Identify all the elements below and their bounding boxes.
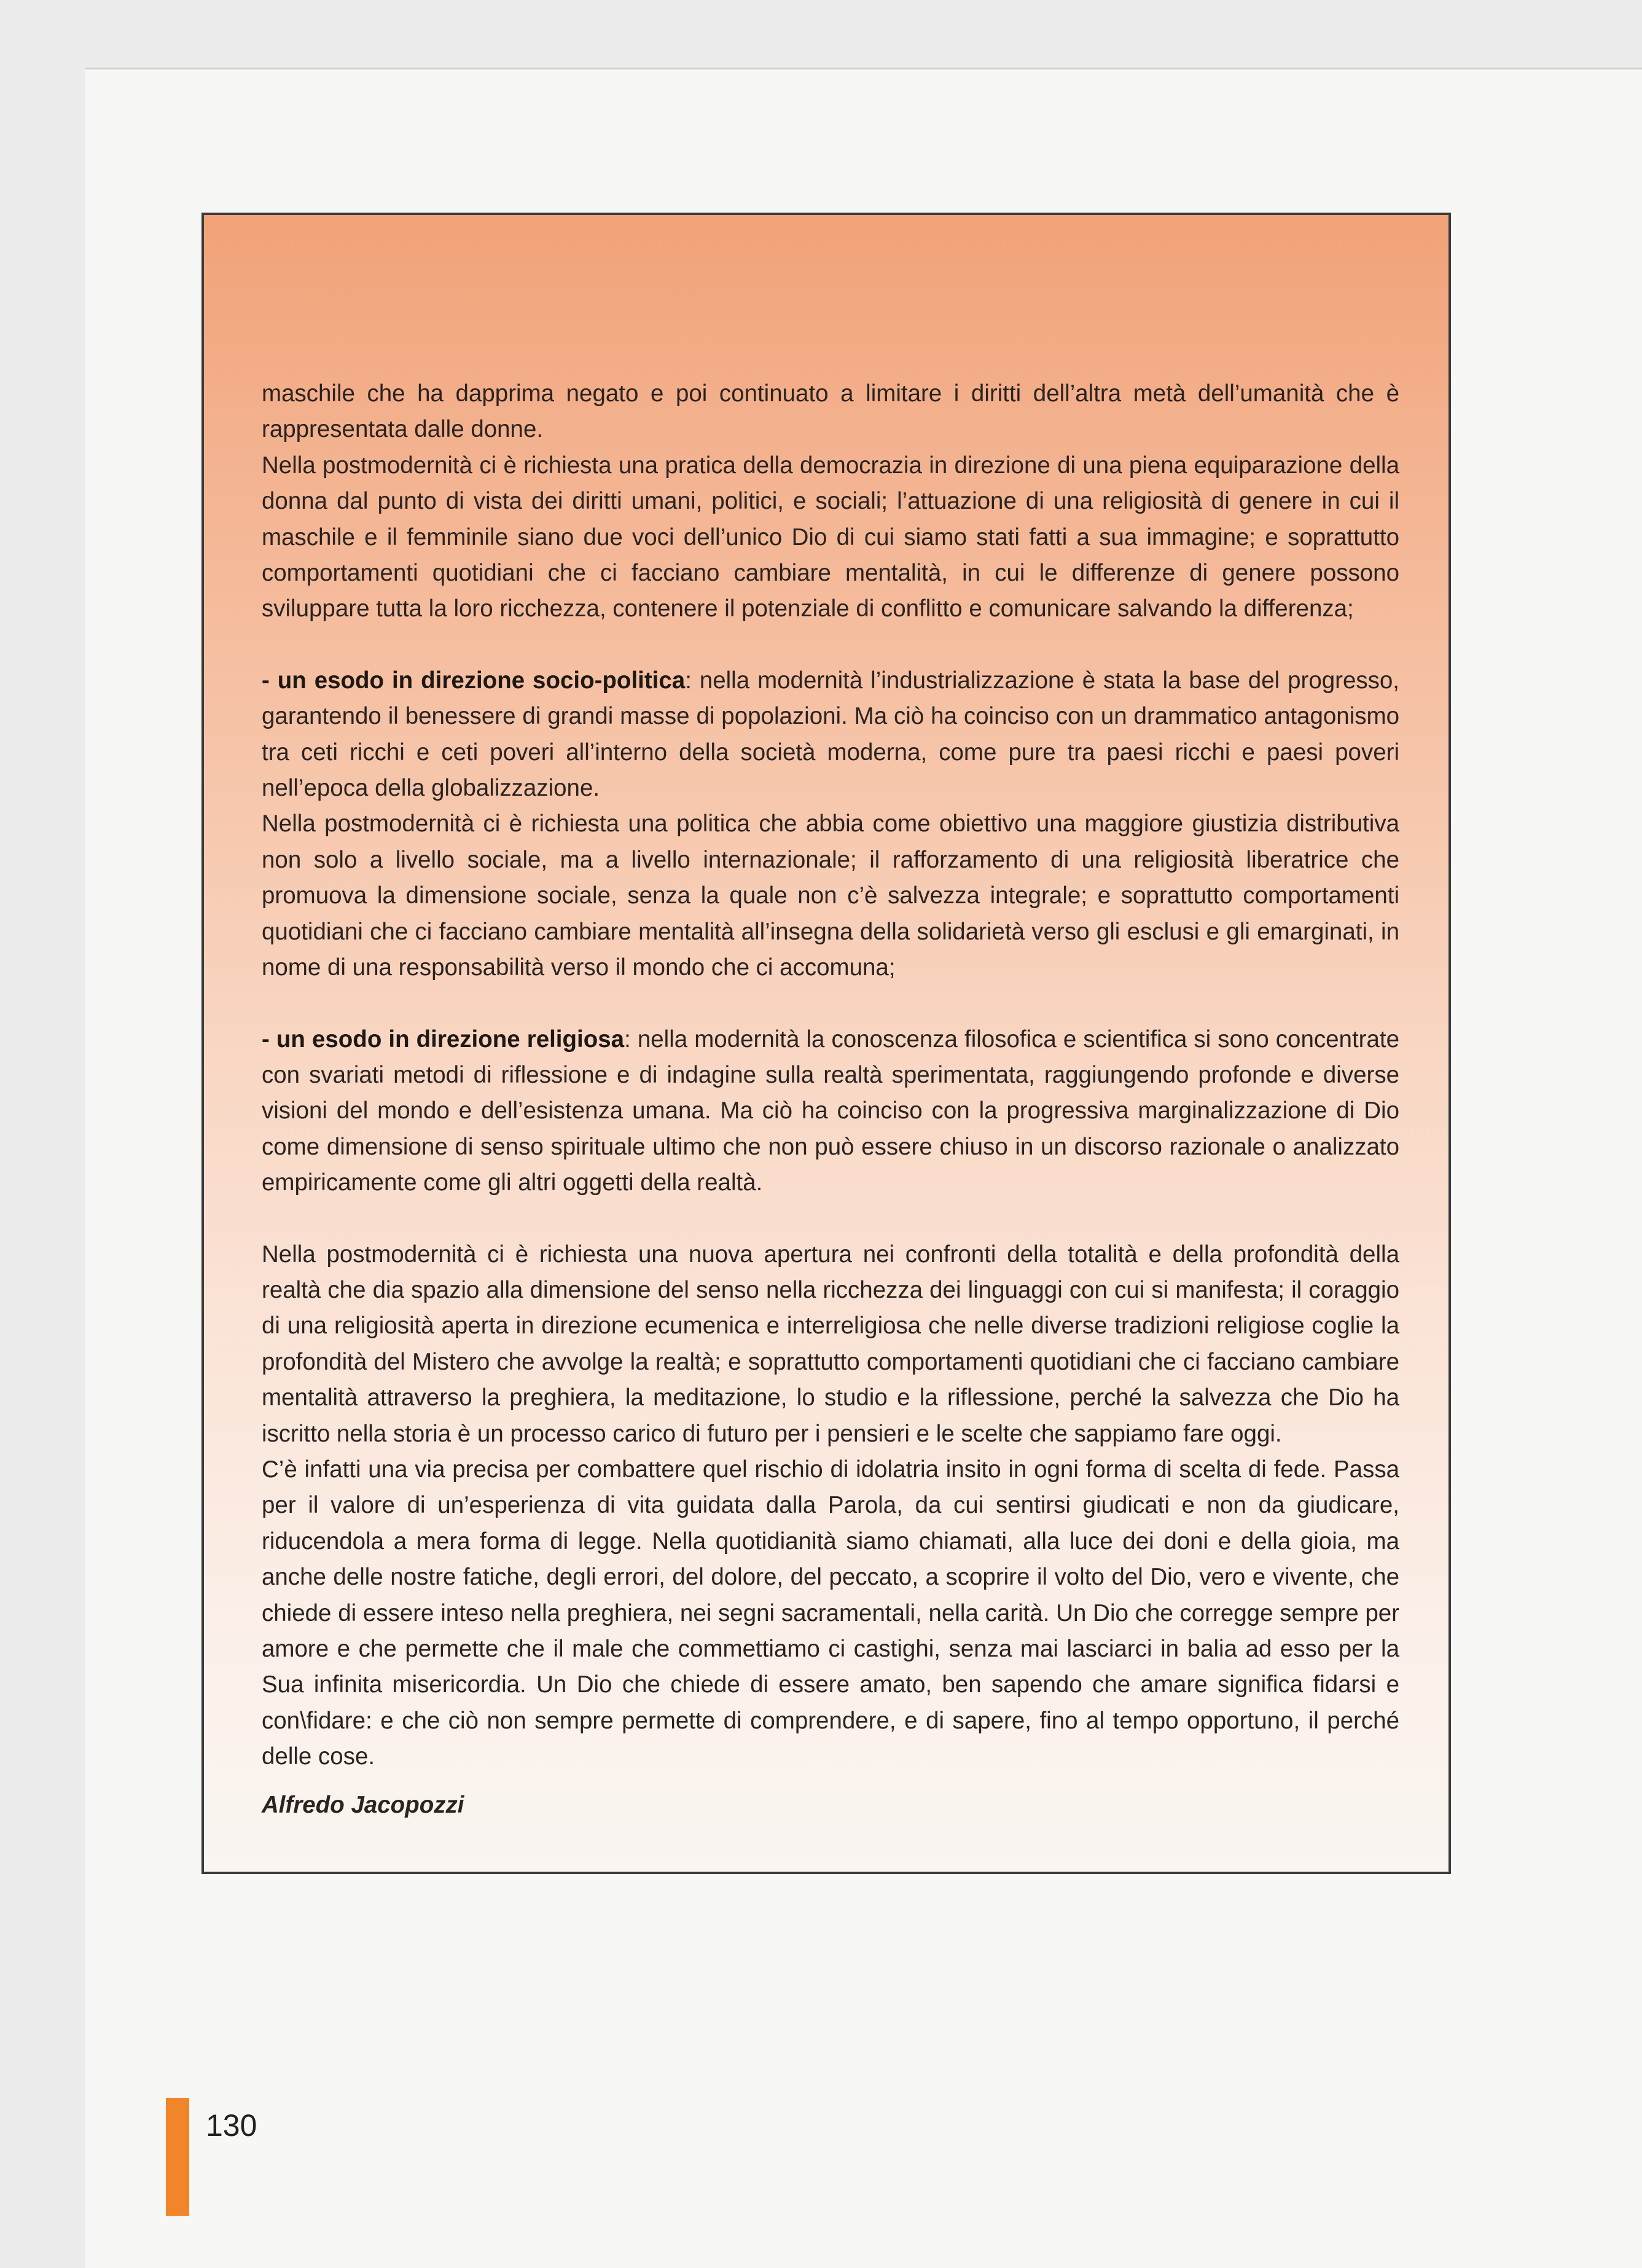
paragraph-5 bbox=[262, 1022, 1399, 1201]
page-edge bbox=[85, 68, 1642, 69]
paragraph-3 bbox=[262, 663, 1399, 807]
section-heading-socio-politica: - un esodo in direzione socio-politica bbox=[262, 667, 686, 694]
paragraph-7: C’è infatti una via precisa per combattere quel rischio di idolatria insito in ogni forma di scelta di fede. Passa per il valore di un’esperienza di vita guidata dalla Parola, da cui sentirsi giudicati e non da giudicare, riducendola a mera forma di legge. Nella quotidianità siamo chiamati, alla luce dei doni e della gioia, ma anche delle nostre fatiche, degli errori, del dolore, del peccato, a scoprire il volto del Dio, vero e vivente, che chiede di essere inteso nella preghiera, nei segni sacramentali, nella carità. Un Dio che corregge sempre per amore e che permette che il male che commettiamo ci castighi, senza mai lasciarci in balia ad esso per la Sua infinita misericordia. Un Dio che chiede di essere amato, ben sapendo che amare significa fidarsi e con\fidare: e che ciò non sempre permette di comprendere, e di sapere, fino al tempo opportuno, il perché delle cose. bbox=[262, 1456, 1399, 1770]
paragraph-1: maschile che ha dapprima negato e poi continuato a limitare i diritti dell’altra metà dell’umanità che è rappresentata dalle donne. bbox=[262, 380, 1399, 443]
page-number: 130 bbox=[206, 2108, 257, 2143]
article-body bbox=[262, 376, 1399, 1823]
page-accent-bar bbox=[166, 2098, 189, 2216]
content-frame bbox=[201, 213, 1451, 1874]
paragraph-4: Nella postmodernità ci è richiesta una politica che abbia come obiettivo una maggiore giustizia distributiva non solo a livello sociale, ma a livello internazionale; il rafforzamento di una religiosità liberatrice che promuova la dimensione sociale, senza la quale non c’è salvezza integrale; e soprattutto comportamenti quotidiani che ci facciano cambiare mentalità all’insegna della solidarietà verso gli esclusi e gli emarginati, in nome di una responsabilità verso il mondo che ci accomuna; bbox=[262, 810, 1399, 981]
section-heading-religiosa: - un esodo in direzione religiosa bbox=[262, 1026, 625, 1053]
paragraph-5-text: : nella modernità la conoscenza filosofica e scientifica si sono concentrate con svariati metodi di riflessione e di indagine sulla realtà sperimentata, raggiungendo profonde e diverse visioni del mondo e dell’esistenza umana. Ma ciò ha coinciso con la progressiva marginalizzazione di Dio come dimensione di senso spirituale ultimo che non può essere chiuso in un discorso razionale o analizzato empiricamente come gli altri oggetti della realtà. bbox=[262, 1026, 1399, 1196]
paragraph-3-text: : nella modernità l’industrializzazione è stata la base del progresso, garantendo il benessere di grandi masse di popolazioni. Ma ciò ha coinciso con un drammatico antagonismo tra ceti ricchi e ceti poveri all’interno della società moderna, come pure tra paesi ricchi e paesi poveri nell’epoca della globalizzazione. bbox=[262, 667, 1399, 802]
author-signature: Alfredo Jacopozzi bbox=[262, 1791, 464, 1818]
paragraph-6: Nella postmodernità ci è richiesta una nuova apertura nei confronti della totalità e della profondità della realtà che dia spazio alla dimensione del senso nella ricchezza dei linguaggi con cui si manifesta; il coraggio di una religiosità aperta in direzione ecumenica e interreligiosa che nelle diverse tradizioni religiose coglie la profondità del Mistero che avvolge la realtà; e soprattutto comportamenti quotidiani che ci facciano cambiare mentalità attraverso la preghiera, la meditazione, lo studio e la riflessione, perché la salvezza che Dio ha iscritto nella storia è un processo carico di futuro per i pensieri e le scelte che sappiamo fare oggi. bbox=[262, 1241, 1399, 1447]
paragraph-2: Nella postmodernità ci è richiesta una pratica della democrazia in direzione di una piena equiparazione della donna dal punto di vista dei diritti umani, politici, e sociali; l’attuazione di una religiosità di genere in cui il maschile e il femminile siano due voci dell’unico Dio di cui siamo stati fatti a sua immagine; e soprattutto comportamenti quotidiani che ci facciano cambiare mentalità, in cui le differenze di genere possono sviluppare tutta la loro ricchezza, contenere il potenziale di conflitto e comunicare salvando la differenza; bbox=[262, 452, 1399, 622]
